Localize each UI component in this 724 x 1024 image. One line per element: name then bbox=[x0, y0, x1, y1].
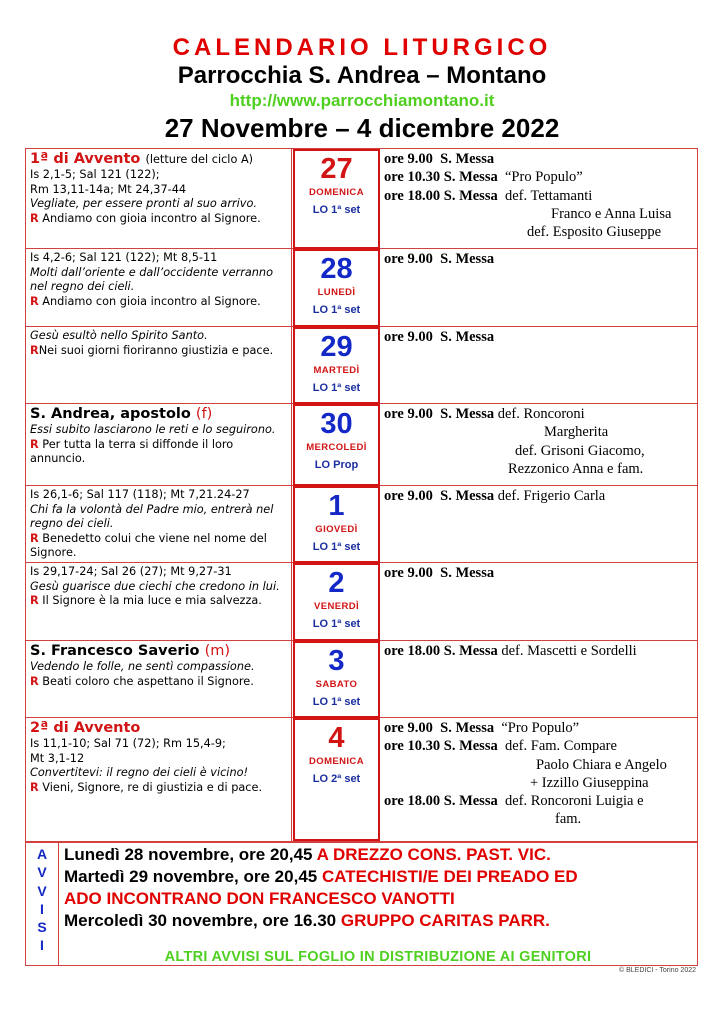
antiphon: Gesù esultò nello Spirito Santo. bbox=[30, 329, 208, 342]
readings-cell bbox=[26, 641, 292, 717]
liturgy-of-hours: LO 1ª set bbox=[312, 204, 361, 216]
notices-footer: ALTRI AVVISI SUL FOGLIO IN DISTRIBUZIONE AI GENITORI bbox=[164, 949, 592, 965]
date-box-27 bbox=[293, 149, 380, 249]
notice-event: A DREZZO CONS. PAST. VIC. bbox=[316, 845, 551, 864]
mass-time: ore 18.00 bbox=[384, 643, 441, 659]
mass-label: S. Messa bbox=[443, 793, 498, 810]
readings-line: Is 29,17-24; Sal 26 (27); Mt 9,27-31 bbox=[30, 565, 232, 578]
feast-rank: (m) bbox=[204, 643, 231, 659]
mass-intention: “Pro Populo” bbox=[501, 720, 580, 736]
masses-cell bbox=[379, 327, 697, 403]
antiphon: Essi subito lasciarono le reti e lo seguirono. bbox=[30, 423, 276, 436]
period-heading: 27 Novembre – 4 dicembre 2022 bbox=[164, 113, 560, 143]
notice-when: Lunedì 28 novembre, ore 20,45 bbox=[64, 845, 313, 864]
liturgy-of-hours: LO 1ª set bbox=[312, 304, 361, 316]
mass-time: ore 9.00 bbox=[384, 329, 433, 345]
response-text: Nei suoi giorni fioriranno giustizia e pace. bbox=[38, 343, 274, 357]
mass-intention: def. Mascetti e Sordelli bbox=[501, 643, 637, 659]
response-text: Benedetto colui che viene nel nome del Signore. bbox=[30, 531, 267, 559]
feast-name: S. Francesco Saverio bbox=[30, 643, 200, 659]
mass-label: S. Messa bbox=[440, 329, 495, 345]
weekday-name: LUNEDÌ bbox=[317, 287, 356, 298]
notices-letter: S bbox=[37, 919, 47, 936]
response-text: Andiamo con gioia incontro al Signore. bbox=[42, 294, 261, 308]
mass-label: S. Messa bbox=[443, 738, 498, 755]
mass-intention: def. Roncoroni bbox=[497, 406, 585, 422]
feast-name: 1ª di Avvento bbox=[30, 151, 141, 167]
mass-intention: def. Fam. Compare bbox=[504, 738, 617, 755]
mass-line bbox=[384, 150, 695, 168]
liturgy-of-hours: LO 1ª set bbox=[312, 382, 361, 394]
mass-line bbox=[384, 564, 695, 582]
notice-when: Martedì 29 novembre, ore 20,45 bbox=[64, 867, 318, 886]
readings-line: Mt 3,1-12 bbox=[30, 751, 85, 765]
mass-intention-cont: Rezzonico Anna e fam. bbox=[508, 460, 644, 477]
mass-line bbox=[384, 737, 695, 755]
feast-name: 2ª di Avvento bbox=[30, 720, 141, 736]
response-text: Beati coloro che aspettano il Signore. bbox=[42, 674, 254, 688]
mass-time: ore 10.30 bbox=[384, 169, 441, 186]
mass-label: S. Messa bbox=[440, 151, 495, 167]
day-number: 30 bbox=[320, 408, 353, 440]
response bbox=[30, 781, 288, 796]
mass-time: ore 10.30 bbox=[384, 738, 441, 755]
feast-note: (letture del ciclo A) bbox=[145, 153, 254, 166]
readings-cell bbox=[26, 149, 292, 248]
mass-intention: “Pro Populo” bbox=[504, 169, 583, 186]
mass-label: S. Messa bbox=[443, 169, 498, 186]
feast-rank: (f) bbox=[195, 406, 213, 422]
mass-time: ore 18.00 bbox=[384, 187, 441, 204]
parish-name: Parrocchia S. Andrea – Montano bbox=[177, 62, 547, 89]
readings-cell bbox=[26, 563, 292, 640]
notice-line bbox=[64, 866, 697, 888]
response bbox=[30, 295, 288, 310]
mass-intention: def. Tettamanti bbox=[504, 187, 593, 204]
mass-label: S. Messa bbox=[443, 643, 498, 659]
weekday-name: MARTEDÌ bbox=[313, 365, 360, 376]
notices-letter: V bbox=[37, 864, 47, 881]
weekday-name: DOMENICA bbox=[309, 187, 364, 198]
masses-cell bbox=[379, 641, 697, 717]
antiphon: Gesù guarisce due ciechi che credono in lui. bbox=[30, 579, 280, 593]
readings-line: Is 11,1-10; Sal 71 (72); Rm 15,4-9; bbox=[30, 737, 226, 750]
notice-line bbox=[64, 910, 697, 932]
feast-name: S. Andrea, apostolo bbox=[30, 406, 191, 422]
mass-intention-cont: Margherita bbox=[544, 424, 609, 441]
readings-cell bbox=[26, 404, 292, 485]
notices-label bbox=[26, 843, 59, 965]
mass-line bbox=[384, 187, 695, 205]
r-mark: R bbox=[30, 294, 39, 308]
response bbox=[30, 344, 288, 359]
r-mark: R bbox=[30, 594, 39, 607]
readings-cell bbox=[26, 249, 292, 326]
masses-cell bbox=[379, 249, 697, 326]
antiphon: Molti dall’oriente e dall’occidente verranno nel regno dei cieli. bbox=[30, 265, 273, 293]
mass-intention-cont: def. Esposito Giuseppe bbox=[527, 224, 662, 241]
notice-event: ADO INCONTRANO DON FRANCESCO VANOTTI bbox=[64, 889, 455, 908]
notice-when: Mercoledì 30 novembre, ore 16.30 bbox=[64, 911, 337, 930]
response bbox=[30, 532, 288, 561]
mass-intention-cont: + Izzillo Giuseppina bbox=[530, 774, 649, 791]
r-mark: R bbox=[30, 674, 39, 688]
liturgy-of-hours: LO 1ª set bbox=[312, 696, 361, 708]
liturgy-of-hours: LO 1ª set bbox=[312, 618, 361, 630]
mass-line bbox=[384, 719, 695, 737]
mass-time: ore 9.00 bbox=[384, 488, 433, 504]
date-box-4 bbox=[293, 718, 380, 841]
weekday-name: GIOVEDÌ bbox=[315, 524, 358, 535]
mass-time: ore 9.00 bbox=[384, 565, 433, 581]
day-number: 1 bbox=[328, 490, 345, 522]
response-text: Andiamo con gioia incontro al Signore. bbox=[42, 211, 261, 225]
r-mark: R bbox=[30, 780, 39, 794]
date-box-30 bbox=[293, 404, 380, 486]
r-mark: R bbox=[30, 343, 39, 357]
readings-line: Rm 13,11-14a; Mt 24,37-44 bbox=[30, 182, 187, 196]
notices-text bbox=[64, 843, 697, 932]
mass-line bbox=[384, 792, 695, 810]
response bbox=[30, 675, 288, 690]
notices-letter: I bbox=[40, 937, 44, 954]
date-box-1 bbox=[293, 486, 380, 563]
response-text: Per tutta la terra si diffonde il loro annuncio. bbox=[30, 437, 234, 465]
date-box-28 bbox=[293, 249, 380, 327]
readings-line: Is 4,2-6; Sal 121 (122); Mt 8,5-11 bbox=[30, 251, 218, 264]
notices-box bbox=[25, 842, 698, 966]
weekday-name: VENERDÌ bbox=[313, 601, 360, 612]
day-number: 2 bbox=[328, 567, 345, 599]
notice-line bbox=[64, 844, 697, 866]
mass-line bbox=[384, 328, 695, 346]
day-number: 27 bbox=[320, 153, 353, 185]
mass-line bbox=[384, 250, 695, 268]
mass-label: S. Messa bbox=[440, 720, 495, 736]
parish-url-link[interactable]: http://www.parrocchiamontano.it bbox=[229, 91, 495, 110]
mass-intention: def. Frigerio Carla bbox=[497, 488, 606, 504]
day-number: 3 bbox=[328, 645, 345, 677]
liturgy-of-hours: LO Prop bbox=[314, 459, 359, 471]
date-box-29 bbox=[293, 327, 380, 404]
mass-label: S. Messa bbox=[440, 565, 495, 581]
mass-label: S. Messa bbox=[440, 251, 495, 267]
weekday-name: DOMENICA bbox=[309, 756, 364, 767]
masses-cell bbox=[379, 486, 697, 562]
weekday-name: MERCOLEDÌ bbox=[306, 442, 367, 453]
response-text: Vieni, Signore, re di giustizia e di pace. bbox=[42, 780, 263, 794]
response bbox=[30, 438, 288, 467]
readings-cell bbox=[26, 486, 292, 562]
mass-time: ore 9.00 bbox=[384, 251, 433, 267]
notice-event: GRUPPO CARITAS PARR. bbox=[340, 911, 550, 930]
date-box-2 bbox=[293, 563, 380, 641]
mass-intention-cont: def. Grisoni Giacomo, bbox=[515, 442, 645, 459]
antiphon: Chi fa la volontà del Padre mio, entrerà nel regno dei cieli. bbox=[30, 502, 274, 530]
r-mark: R bbox=[30, 437, 39, 451]
masses-cell bbox=[379, 149, 697, 248]
mass-time: ore 9.00 bbox=[384, 406, 433, 422]
weekday-name: SABATO bbox=[315, 679, 358, 690]
liturgy-of-hours: LO 2ª set bbox=[312, 773, 361, 785]
mass-label: S. Messa bbox=[440, 406, 495, 422]
mass-intention-cont: Franco e Anna Luisa bbox=[551, 205, 672, 222]
readings-cell bbox=[26, 327, 292, 403]
notice-line bbox=[64, 888, 697, 910]
antiphon: Vegliate, per essere pronti al suo arrivo. bbox=[30, 197, 257, 210]
mass-line bbox=[384, 168, 695, 186]
response-text: Il Signore è la mia luce e mia salvezza. bbox=[42, 594, 262, 607]
masses-cell bbox=[379, 718, 697, 841]
response bbox=[30, 212, 288, 227]
liturgical-table bbox=[25, 148, 698, 842]
mass-time: ore 9.00 bbox=[384, 720, 433, 736]
readings-cell bbox=[26, 718, 292, 841]
readings-line: Is 26,1-6; Sal 117 (118); Mt 7,21.24-27 bbox=[30, 488, 250, 501]
notice-event: CATECHISTI/E DEI PREADO ED bbox=[321, 867, 578, 886]
mass-intention-cont: fam. bbox=[555, 811, 582, 828]
day-number: 4 bbox=[328, 722, 345, 754]
day-number: 28 bbox=[320, 253, 353, 285]
masses-cell bbox=[379, 404, 697, 485]
mass-label: S. Messa bbox=[443, 187, 498, 204]
masses-cell bbox=[379, 563, 697, 640]
date-box-3 bbox=[293, 641, 380, 718]
antiphon: Vedendo le folle, ne sentì compassione. bbox=[30, 660, 255, 673]
day-number: 29 bbox=[320, 331, 353, 363]
mass-intention-cont: Paolo Chiara e Angelo bbox=[536, 756, 667, 773]
mass-time: ore 18.00 bbox=[384, 793, 441, 810]
liturgy-of-hours: LO 1ª set bbox=[312, 541, 361, 553]
notices-letter: V bbox=[37, 882, 47, 899]
mass-time: ore 9.00 bbox=[384, 151, 433, 167]
notices-letter: A bbox=[36, 846, 48, 862]
readings-line: Is 2,1-5; Sal 121 (122); bbox=[30, 168, 160, 181]
mass-label: S. Messa bbox=[440, 488, 495, 504]
response bbox=[30, 594, 288, 609]
r-mark: R bbox=[30, 211, 39, 225]
notices-letter: I bbox=[40, 900, 44, 917]
calendar-title: CALENDARIO LITURGICO bbox=[172, 34, 552, 61]
r-mark: R bbox=[30, 531, 39, 545]
mass-line bbox=[384, 405, 695, 423]
mass-intention: def. Roncoroni Luigia e bbox=[504, 793, 644, 810]
mass-line bbox=[384, 642, 695, 660]
antiphon: Convertitevi: il regno dei cieli è vicino! bbox=[30, 766, 249, 779]
copyright-note: © BLEDICI - Torino 2022 bbox=[618, 967, 696, 974]
mass-line bbox=[384, 487, 695, 505]
